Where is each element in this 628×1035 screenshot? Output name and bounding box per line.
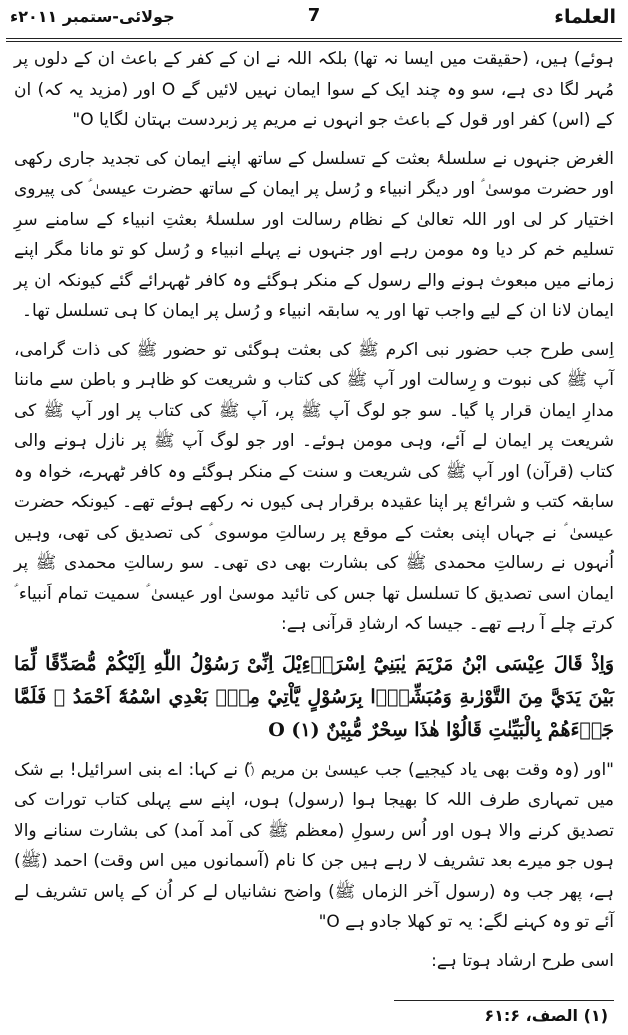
page-number: 7 — [307, 5, 321, 26]
journal-title: العلماء — [554, 6, 616, 28]
paragraph-3: اِسی طرح جب حضور نبی اکرم ﷺ کی بعثت ہوگئی تو حضور ﷺ کی ذات گرامی، آپ ﷺ کی نبوت و رِسالت اور آپ ﷺ کی کتاب و شریعت کو ظاہر و باطن سے ماننا مدارِ ایمان قرار پا گیا۔ سو جو لوگ آپ ﷺ پر، آپ ﷺ کی کتاب پر اور آپ ﷺ کی شریعت پر ایمان لے آئے، وہی مومن ہوئے۔ اور جو لوگ آپ ﷺ پر نازل ہونے والی کتاب (قرآن) اور آپ ﷺ کی شریعت و سنت کے منکر ہوگئے وہ کافر ٹھہرے، خواہ وہ سابقہ کتب و شرائع پر اپنا عقیدہ برقرار ہی کیوں نہ رکھے ہوئے تھے۔ کیونکہ حضرت عیسیٰ ؑ نے جہاں اپنی بعثت کے موقع پر رسالتِ موسوی ؑ کی تصدیق کی تھی، وہیں اُنہوں نے رسالتِ محمدی ﷺ کی بشارت بھی دی تھی۔ سو رسالتِ محمدی ﷺ پر ایمان اسی تصدیق کا تسلسل تھا جس کی تائید موسیٰ اور عیسیٰ ؑ سمیت تمام اَنبیاء ؑ کرتے چلے آ رہے تھے۔ جیسا کہ ارشادِ قرآنی ہے: — [14, 339, 614, 634]
paragraph-1: ہوئے) ہیں، (حقیقت میں ایسا نہ تھا) بلکہ اللہ نے ان کے کفر کے باعث ان کے دلوں پر مُہر لگا دی ہے، سو وہ چند ایک کے سوا ایمان نہیں لائیں گے O اور (مزید یہ کہ) ان کے (اس) کفر اور قول کے باعث جو انہوں نے مریم پر زبردست بہتان لگایا O" — [14, 49, 614, 130]
verse-translation: "اور (وہ وقت بھی یاد کیجیے) جب عیسیٰ بن مریم (ؑ) نے کہا: اے بنی اسرائیل! بے شک میں تمہاری طرف اللہ کا بھیجا ہوا (رسول) ہوں، اپنے سے پہلی کتاب تورات کی تصدیق کرنے والا ہوں اور اُس رسولِ (معظم ﷺ کی آمد آمد) کی بشارت سنانے والا ہوں جو میرے بعد تشریف لا رہے ہیں جن کا نام (آسمانوں میں اس وقت) احمد (ﷺ) ہے، پھر جب وہ (رسول آخر الزماں ﷺ) واضح نشانیاں لے کر اُن کے پاس تشریف لے آئے تو وہ کہنے لگے: یہ تو کھلا جادو ہے O" — [14, 759, 614, 932]
page-body — [14, 44, 614, 982]
footnote: (۱) الصف، ۶۱:۶ — [484, 1006, 608, 1025]
header-rule — [6, 38, 622, 39]
issue-date: جولائی-ستمبر ۲۰۱۱ء — [10, 7, 175, 26]
paragraph-2: الغرض جنہوں نے سلسلۂ بعثت کے تسلسل کے ساتھ اپنے ایمان کی تجدید جاری رکھی اور حضرت موسیٰ ؑ اور دیگر انبیاء و رُسل پر ایمان کے ساتھ حضرت عیسیٰ ؑ کی پیروی اختیار کر لی اور اللہ تعالیٰ کے نظام رسالت اور سلسلۂ بعثتِ انبیاء کے سامنے سرِ تسلیم خم کر دیا وہ مومن رہے اور جنہوں نے پہلے انبیاء و رُسل کو تو مانا مگر اپنے زمانے میں مبعوث ہونے والے رسول کے منکر ہوگئے وہ کافر ٹھہرائے گئے کیونکہ ان پر ایمان لانا ان کے لیے واجب تھا اور یہ سابقہ انبیاء و رُسل پر ایمان کا ہی تسلسل تھا۔ — [14, 148, 614, 321]
quran-verse: وَاِذْ قَالَ عِيْسَى ابْنُ مَرْيَمَ يٰبَنِيْٓ اِسْرَاۗءِيْلَ اِنِّىْ رَسُوْلُ اللّٰهِ اِلَيْكُمْ مُّصَدِّقًا لِّمَا بَيْنَ يَدَيَّ مِنَ التَّوْرٰىةِ وَمُبَشِّرًۢا بِرَسُوْلٍ يَّاْتِيْ مِنْۢ بَعْدِي اسْمُهٗٓ اَحْمَدُ ۭ فَلَمَّا جَاۗءَهُمْ بِالْبَيِّنٰتِ قَالُوْا هٰذَا سِحْرٌ مُّبِيْنٌ O (۱) — [14, 652, 614, 741]
paragraph-closing: اسی طرح ارشاد ہوتا ہے: — [431, 950, 614, 971]
header-rule-secondary — [6, 41, 622, 42]
page-header — [6, 4, 622, 34]
footnote-rule — [394, 1000, 614, 1001]
